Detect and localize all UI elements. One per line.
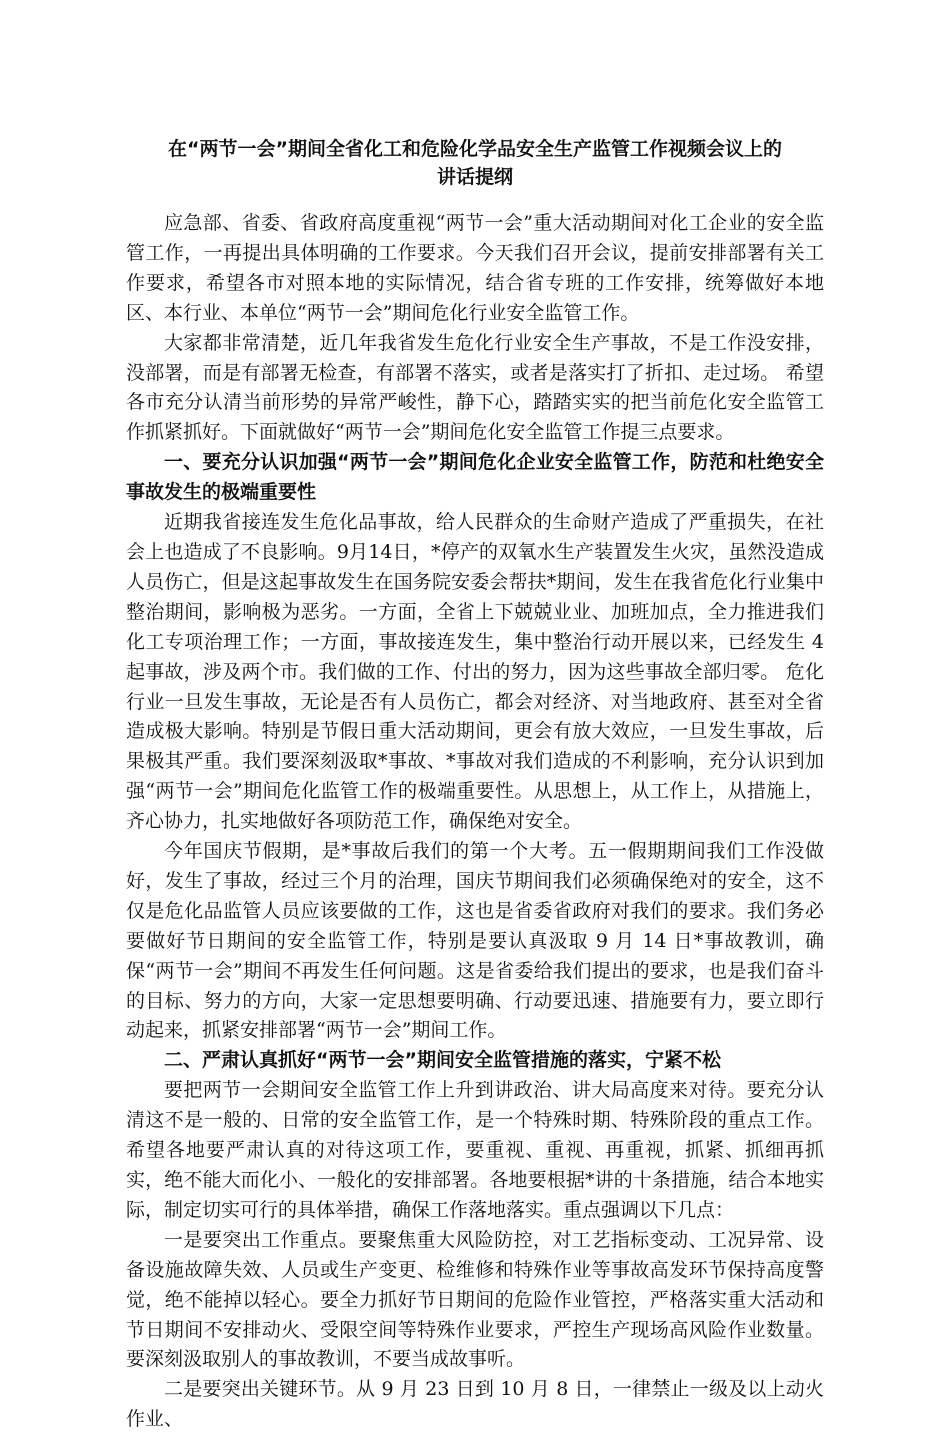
paragraph-point-one: 一是要突出工作重点。要聚焦重大风险防控，对工艺指标变动、工况异常、设备设施故障失效、人员或生产变更、检维修和特殊作业等事故高发环节保持高度警觉，绝不能掉以轻心。要全力抓好节日期间的危险作业管控，严格落实重大活动和节日期间不安排动火、受限空间等特殊作业要求，严控生产现场高风险作业数量。要深刻汲取别人的事故教训，不要当成故事听。 [126, 1228, 824, 1371]
document-title [126, 135, 824, 191]
paragraph-political-priority: 要把两节一会期间安全监管工作上升到讲政治、讲大局高度来对待。要充分认清这不是一般的、日常的安全监管工作，是一个特殊时期、特殊阶段的重点工作。希望各地要严肃认真的对待这项工作，要重视、重视、再重视，抓紧、抓细再抓实，绝不能大而化小、一般化的安排部署。各地要根据*讲的十条措施，结合本地实际，制定切实可行的具体举措，确保工作落地落实。重点强调以下几点： [126, 1079, 824, 1221]
paragraph-national-day: 今年国庆节假期，是*事故后我们的第一个大考。五一假期期间我们工作没做好，发生了事故，经过三个月的治理，国庆节期间我们必须确保绝对的安全，这不仅是危化品监管人员应该要做的工作，这也是省委省政府对我们的要求。我们务必要做好节日期间的安全监管工作，特别是要认真汲取 9 月 14 日*事故教训，确保“两节一会”期间不再发生任何问题。这是省委给我们提出的要求，也是我们奋斗的目标、努力的方向，大家一定思想要明确、行动要迅速、措施要有力，要立即行动起来，抓紧安排部署“两节一会”期间工作。 [126, 840, 824, 1042]
paragraph-recent-accidents: 近期我省接连发生危化品事故，给人民群众的生命财产造成了严重损失，在社会上也造成了不良影响。9月14日，*停产的双氧水生产装置发生火灾，虽然没造成人员伤亡，但是这起事故发生在国务院安委会帮扶*期间，发生在我省危化行业集中整治期间，影响极为恶劣。一方面，全省上下兢兢业业、加班加点，全力推进我们化工专项治理工作；一方面，事故接连发生，集中整治行动开展以来，已经发生 4 起事故，涉及两个市。我们做的工作、付出的努力，因为这些事故全部归零。 危化行业一旦发生事故，无论是否有人员伤亡，都会对经济、对当地政府、甚至对全省造成极大影响。特别是节假日重大活动期间，更会有放大效应，一旦发生事故，后果极其严重。我们要深刻汲取*事故、*事故对我们造成的不利影响，充分认识到加强“两节一会”期间危化监管工作的极端重要性。从思想上，从工作上，从措施上，齐心协力，扎实地做好各项防范工作，确保绝对安全。 [126, 511, 824, 833]
title-line-2: 讲话提纲 [436, 166, 513, 188]
paragraph-intro: 应急部、省委、省政府高度重视“两节一会”重大活动期间对化工企业的安全监管工作，一再提出具体明确的工作要求。今天我们召开会议，提前安排部署有关工作要求，希望各市对照本地的实际情况，结合省专班的工作安排，统筹做好本地区、本行业、本单位“两节一会”期间危化行业安全监管工作。 [126, 212, 824, 324]
paragraph-point-two: 二是要突出关键环节。从 9 月 23 日到 10 月 8 日，一律禁止一级及以上动火作业、 [126, 1378, 824, 1431]
document-body [126, 135, 824, 1435]
paragraph-context: 大家都非常清楚，近几年我省发生危化行业安全生产事故，不是工作没安排，没部署，而是有部署无检查，有部署不落实，或者是落实打了折扣、走过场。 希望各市充分认清当前形势的异常严峻性，静下心，踏踏实实的把当前危化安全监管工作抓紧抓好。下面就做好“两节一会”期间危化安全监管工作提三点要求。 [126, 331, 824, 444]
section-heading-1: 一、要充分认识加强“两节一会”期间危化企业安全监管工作，防范和杜绝安全事故发生的极端重要性 [126, 451, 824, 504]
title-line-1: 在“两节一会”期间全省化工和危险化学品安全生产监管工作视频会议上的 [168, 138, 782, 160]
section-heading-2: 二、严肃认真抓好“两节一会”期间安全监管措施的落实，宁紧不松 [164, 1049, 721, 1072]
